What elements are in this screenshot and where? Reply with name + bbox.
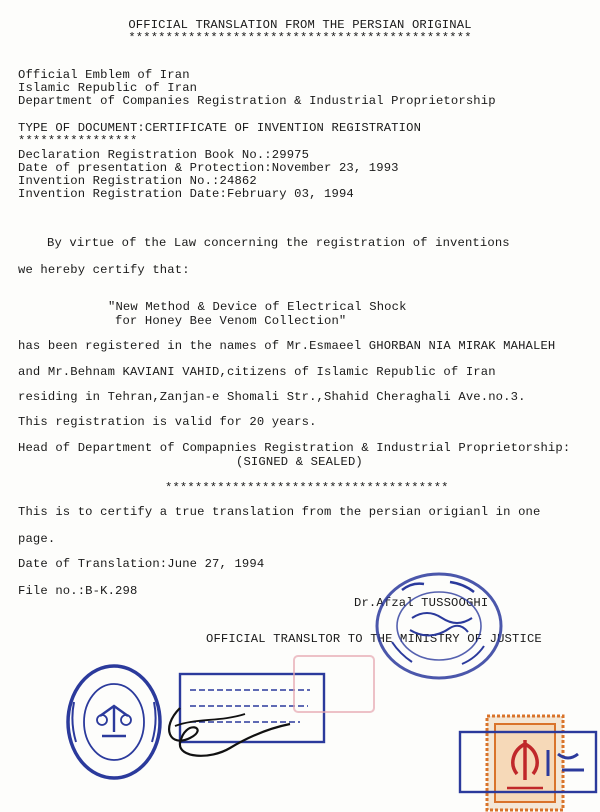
- justice-department-seal: [64, 662, 164, 782]
- declaration-book-no: Declaration Registration Book No.:29975: [18, 148, 310, 162]
- issuer-line-3: Department of Companies Registration & Industrial Proprietorship: [18, 94, 496, 108]
- blue-box-stamp: [458, 730, 598, 794]
- invention-reg-date: Invention Registration Date:February 03, 1994: [18, 187, 354, 201]
- document-type-underline: ****************: [18, 134, 138, 148]
- file-number: File no.:B-K.298: [18, 584, 138, 598]
- document-type: TYPE OF DOCUMENT:CERTIFICATE OF INVENTION REGISTRATION: [18, 121, 422, 135]
- registration-line-2: and Mr.Behnam KAVIANI VAHID,citizens of Islamic Republic of Iran: [18, 365, 496, 379]
- certify-line-2: page.: [18, 532, 56, 546]
- intro-line-2: we hereby certify that:: [18, 263, 190, 277]
- invention-title-1: "New Method & Device of Electrical Shock: [108, 300, 407, 314]
- signed-sealed: (SIGNED & SEALED): [236, 455, 363, 469]
- translation-date: Date of Translation:June 27, 1994: [18, 557, 265, 571]
- intro-line-1: By virtue of the Law concerning the registration of inventions: [47, 236, 510, 250]
- head-of-department: Head of Department of Compapnies Registration & Industrial Proprietorship:: [18, 441, 571, 455]
- invention-reg-no: Invention Registration No.:24862: [18, 174, 257, 188]
- presentation-date: Date of presentation & Protection:November 23, 1993: [18, 161, 399, 175]
- document-heading: OFFICIAL TRANSLATION FROM THE PERSIAN ORIGINAL: [128, 18, 472, 32]
- faded-pink-stamp: [290, 650, 380, 720]
- validity-line: This registration is valid for 20 years.: [18, 415, 317, 429]
- body-divider: **************************************: [165, 481, 449, 495]
- translator-role: OFFICIAL TRANSLTOR TO THE MINISTRY OF JUSTICE: [206, 632, 542, 646]
- issuer-line-1: Official Emblem of Iran: [18, 68, 190, 82]
- registration-line-1: has been registered in the names of Mr.Esmaeel GHORBAN NIA MIRAK MAHALEH: [18, 339, 556, 353]
- ministry-seal: [372, 570, 507, 682]
- translator-name: Dr.Afzal TUSSOOGHI: [354, 596, 489, 610]
- invention-title-2: for Honey Bee Venom Collection": [115, 314, 347, 328]
- heading-divider: **********************************************: [128, 31, 472, 45]
- registration-line-3: residing in Tehran,Zanjan-e Shomali Str.,Shahid Cheraghali Ave.no.3.: [18, 390, 526, 404]
- translator-signature: [150, 688, 300, 768]
- issuer-line-2: Islamic Republic of Iran: [18, 81, 198, 95]
- certify-line-1: This is to certify a true translation from the persian origianl in one: [18, 505, 541, 519]
